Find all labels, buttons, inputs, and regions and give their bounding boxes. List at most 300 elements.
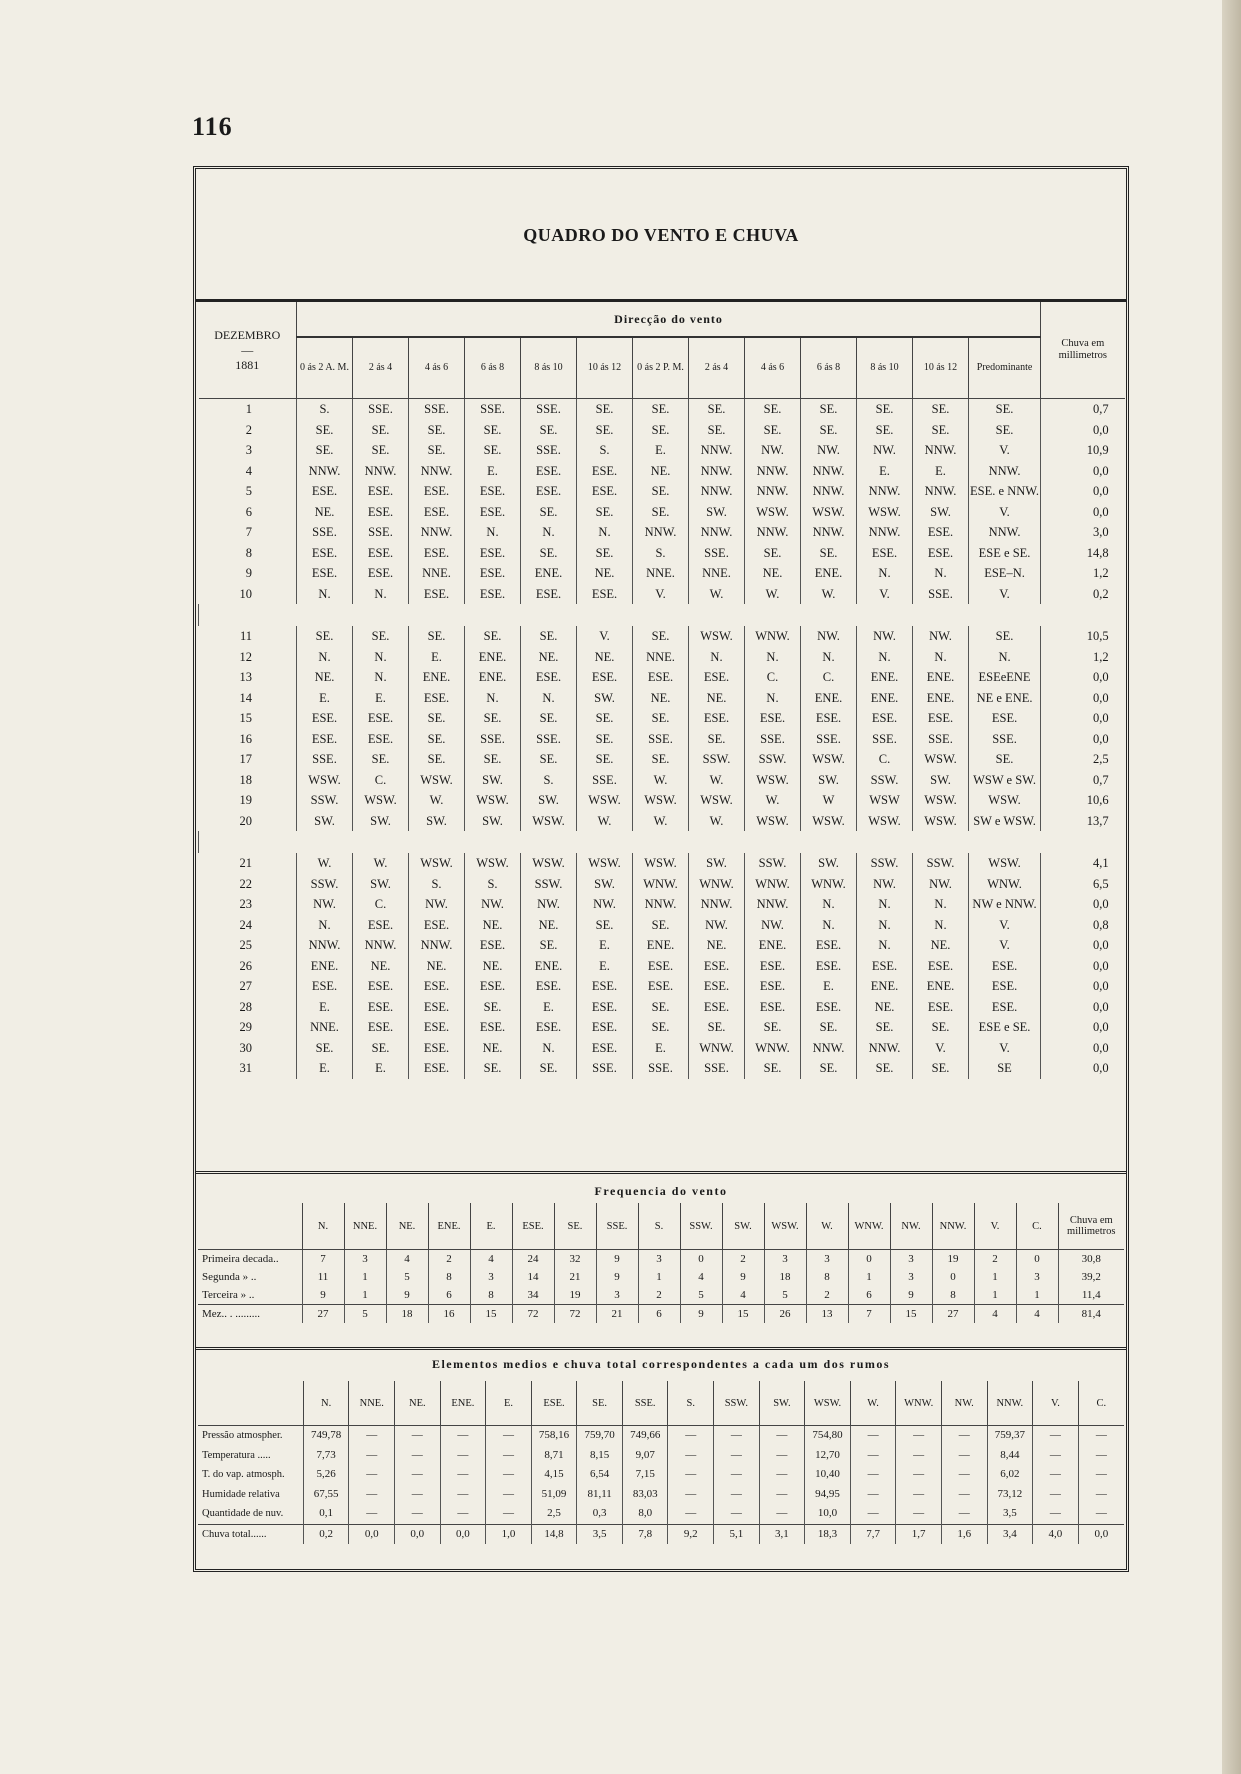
- direction-cell: ESE.: [297, 563, 353, 584]
- direction-cell: WSW.: [745, 502, 801, 523]
- direction-cell: SE.: [801, 1058, 857, 1079]
- direction-cell: NE.: [577, 563, 633, 584]
- direction-cell: SE.: [745, 1058, 801, 1079]
- direction-cell: SE.: [633, 997, 689, 1018]
- direction-cell: N.: [913, 563, 969, 584]
- value-cell: —: [486, 1446, 532, 1466]
- direction-cell: C.: [745, 667, 801, 688]
- direction-cell: SE.: [409, 708, 465, 729]
- direction-header: S.: [668, 1381, 714, 1426]
- direction-header: N.: [303, 1381, 349, 1426]
- hour-header: 6 ás 8: [801, 337, 857, 399]
- value-cell: —: [896, 1426, 942, 1446]
- direction-cell: N.: [913, 894, 969, 915]
- predominant-cell: V.: [969, 584, 1041, 605]
- direction-cell: SE.: [689, 399, 745, 420]
- direction-cell: ESE.: [913, 956, 969, 977]
- value-cell: —: [850, 1504, 896, 1524]
- table-row: [198, 1485, 1124, 1505]
- day-cell: 19: [239, 793, 252, 807]
- direction-cell: ENE.: [913, 667, 969, 688]
- direction-cell: ESE.: [633, 976, 689, 997]
- direction-cell: SW.: [577, 874, 633, 895]
- value-cell: —: [395, 1485, 441, 1505]
- direction-cell: ENE.: [857, 976, 913, 997]
- direction-cell: NNW.: [689, 440, 745, 461]
- value-cell: 1,6: [941, 1524, 987, 1544]
- day-cell: 8: [245, 545, 252, 560]
- direction-cell: SE.: [297, 440, 353, 461]
- direction-cell: E.: [297, 997, 353, 1018]
- direction-cell: ESE.: [521, 1017, 577, 1038]
- direction-cell: W.: [409, 790, 465, 811]
- direction-cell: SE.: [409, 749, 465, 770]
- direction-cell: SE.: [633, 915, 689, 936]
- direction-cell: SE.: [633, 626, 689, 647]
- day-cell: 17: [239, 752, 252, 766]
- direction-cell: C.: [353, 770, 409, 791]
- direction-cell: NNW.: [801, 522, 857, 543]
- count-cell: 1: [344, 1268, 386, 1286]
- direction-cell: W.: [689, 811, 745, 832]
- direction-cell: NE.: [633, 688, 689, 709]
- value-cell: —: [714, 1465, 760, 1485]
- direction-cell: SE.: [577, 420, 633, 441]
- direction-header: SSE.: [622, 1381, 668, 1426]
- direction-cell: ESE.: [577, 997, 633, 1018]
- rain-cell: 13,7: [1041, 811, 1125, 832]
- day-cell: 5: [245, 484, 252, 498]
- value-cell: —: [896, 1465, 942, 1485]
- direction-cell: SE.: [465, 708, 521, 729]
- day-cell: 27: [239, 979, 252, 993]
- direction-cell: NNW.: [913, 481, 969, 502]
- elements-table: [198, 1381, 1124, 1544]
- rain-cell: 0,0: [1041, 708, 1125, 729]
- direction-cell: SSE.: [297, 749, 353, 770]
- direction-cell: N.: [297, 584, 353, 605]
- direction-cell: WSW.: [633, 853, 689, 874]
- direction-cell: SE.: [297, 626, 353, 647]
- direction-cell: NNW.: [745, 522, 801, 543]
- direction-cell: SE.: [409, 440, 465, 461]
- direction-cell: ESE.: [577, 461, 633, 482]
- rain-cell: 14,8: [1041, 543, 1125, 564]
- direction-cell: S.: [577, 440, 633, 461]
- direction-cell: N.: [297, 915, 353, 936]
- direction-cell: NW.: [801, 440, 857, 461]
- frequency-table: [198, 1203, 1124, 1323]
- value-cell: 10,0: [805, 1504, 851, 1524]
- direction-cell: W.: [297, 853, 353, 874]
- direction-cell: SSE.: [801, 729, 857, 750]
- row-label: Mez.. . .........: [198, 1305, 302, 1324]
- direction-cell: ESE.: [465, 1017, 521, 1038]
- direction-cell: NNW.: [633, 522, 689, 543]
- decade-gap: [199, 831, 1125, 853]
- table-row: [198, 1524, 1124, 1544]
- direction-cell: ESE.: [577, 976, 633, 997]
- direction-cell: E.: [913, 461, 969, 482]
- direction-cell: ENE.: [521, 956, 577, 977]
- direction-cell: NE.: [857, 997, 913, 1018]
- value-cell: 8,71: [531, 1446, 577, 1466]
- direction-cell: N.: [857, 894, 913, 915]
- direction-cell: NNW.: [689, 894, 745, 915]
- direction-cell: SW.: [465, 770, 521, 791]
- rain-header: Chuva em millimetros: [1058, 1203, 1124, 1250]
- direction-cell: WSW.: [297, 770, 353, 791]
- count-cell: 4: [1016, 1305, 1058, 1324]
- direction-cell: ESE.: [353, 997, 409, 1018]
- rain-cell: 0,8: [1041, 915, 1125, 936]
- predominant-cell: WSW.: [969, 790, 1041, 811]
- direction-cell: ESE.: [409, 915, 465, 936]
- value-cell: —: [668, 1426, 714, 1446]
- direction-cell: ESE.: [913, 543, 969, 564]
- direction-cell: SE.: [521, 502, 577, 523]
- direction-cell: SE.: [913, 1058, 969, 1079]
- row-label: T. do vap. atmosph.: [202, 1469, 285, 1480]
- count-cell: 2: [806, 1286, 848, 1305]
- count-cell: 24: [512, 1250, 554, 1269]
- direction-cell: E.: [857, 461, 913, 482]
- direction-cell: SW.: [801, 853, 857, 874]
- table-row: [199, 522, 1125, 543]
- direction-cell: SE.: [913, 1017, 969, 1038]
- value-cell: —: [714, 1426, 760, 1446]
- direction-cell: ESE.: [689, 956, 745, 977]
- day-cell: 18: [239, 772, 252, 787]
- direction-cell: ESE.: [409, 688, 465, 709]
- direction-cell: SW.: [913, 770, 969, 791]
- count-cell: 34: [512, 1286, 554, 1305]
- direction-cell: SE.: [577, 749, 633, 770]
- dash-separator: —: [241, 342, 254, 357]
- direction-cell: SSE.: [465, 729, 521, 750]
- direction-cell: SE.: [745, 1017, 801, 1038]
- value-cell: 5,26: [303, 1465, 349, 1485]
- direction-cell: ENE.: [857, 688, 913, 709]
- direction-cell: SE.: [633, 420, 689, 441]
- direction-cell: SE.: [577, 915, 633, 936]
- value-cell: —: [759, 1426, 805, 1446]
- count-cell: 19: [554, 1286, 596, 1305]
- direction-cell: NW.: [465, 894, 521, 915]
- value-cell: 94,95: [805, 1485, 851, 1505]
- table-row: [199, 915, 1125, 936]
- day-cell: 31: [239, 1061, 252, 1075]
- value-cell: —: [668, 1465, 714, 1485]
- direction-cell: W.: [633, 770, 689, 791]
- direction-cell: ESE.: [689, 708, 745, 729]
- direction-cell: N.: [857, 563, 913, 584]
- direction-cell: NE.: [689, 688, 745, 709]
- direction-cell: C.: [353, 894, 409, 915]
- direction-cell: E.: [465, 461, 521, 482]
- direction-cell: SE.: [465, 1058, 521, 1079]
- day-cell: 10: [239, 586, 252, 601]
- count-cell: 26: [764, 1305, 806, 1324]
- predominant-cell: ESE.: [969, 956, 1041, 977]
- direction-cell: W.: [689, 770, 745, 791]
- value-cell: 7,15: [622, 1465, 668, 1485]
- direction-cell: SE.: [409, 729, 465, 750]
- direction-cell: ESE.: [577, 1017, 633, 1038]
- value-cell: —: [1078, 1504, 1124, 1524]
- value-cell: —: [668, 1485, 714, 1505]
- day-cell: 21: [239, 856, 252, 870]
- count-cell: 15: [722, 1305, 764, 1324]
- direction-cell: E.: [577, 956, 633, 977]
- section-divider: [196, 1347, 1126, 1350]
- table-row: [199, 729, 1125, 750]
- value-cell: 759,37: [987, 1426, 1033, 1446]
- value-cell: —: [349, 1465, 395, 1485]
- direction-cell: WNW.: [689, 1038, 745, 1059]
- direction-cell: NW.: [409, 894, 465, 915]
- value-cell: 3,4: [987, 1524, 1033, 1544]
- direction-cell: NE.: [465, 915, 521, 936]
- direction-cell: NE.: [353, 956, 409, 977]
- table-row: [199, 420, 1125, 441]
- direction-cell: ENE.: [297, 956, 353, 977]
- direction-cell: ESE.: [353, 729, 409, 750]
- direction-cell: WSW.: [745, 811, 801, 832]
- value-cell: 0,0: [349, 1524, 395, 1544]
- predominant-header: Predominante: [969, 337, 1041, 399]
- direction-cell: NNW.: [689, 522, 745, 543]
- direction-cell: ESE.: [465, 976, 521, 997]
- day-cell: 1: [245, 402, 252, 416]
- direction-cell: WSW.: [857, 502, 913, 523]
- direction-header: ESE.: [531, 1381, 577, 1426]
- count-cell: 72: [512, 1305, 554, 1324]
- value-cell: 0,0: [395, 1524, 441, 1544]
- direction-cell: SW.: [521, 790, 577, 811]
- count-cell: 7: [302, 1250, 344, 1269]
- table-row: [199, 997, 1125, 1018]
- table-row: [199, 688, 1125, 709]
- count-cell: 16: [428, 1305, 470, 1324]
- direction-cell: N.: [689, 647, 745, 668]
- direction-cell: NE.: [913, 935, 969, 956]
- value-cell: —: [850, 1446, 896, 1466]
- day-cell: 20: [239, 813, 252, 828]
- rain-cell: 0,0: [1041, 502, 1125, 523]
- predominant-cell: SE.: [969, 749, 1041, 770]
- direction-cell: WSW.: [633, 790, 689, 811]
- direction-cell: W.: [801, 584, 857, 605]
- table-frame: [193, 166, 1129, 1572]
- direction-cell: NNW.: [857, 522, 913, 543]
- predominant-cell: SE.: [969, 399, 1041, 420]
- direction-cell: SSW.: [297, 874, 353, 895]
- direction-cell: NNW.: [297, 935, 353, 956]
- direction-cell: SSE.: [353, 522, 409, 543]
- table-row: [199, 440, 1125, 461]
- value-cell: 1,0: [486, 1524, 532, 1544]
- predominant-cell: SE: [969, 1058, 1041, 1079]
- value-cell: —: [440, 1465, 486, 1485]
- wind-table-body: [199, 399, 1125, 1079]
- direction-cell: C.: [857, 749, 913, 770]
- direction-cell: WNW.: [801, 874, 857, 895]
- table-row: [198, 1446, 1124, 1466]
- direction-cell: SE.: [521, 708, 577, 729]
- value-cell: 3,5: [577, 1524, 623, 1544]
- value-cell: —: [759, 1485, 805, 1505]
- direction-cell: NNW.: [913, 440, 969, 461]
- table-row: [199, 708, 1125, 729]
- count-cell: 6: [848, 1286, 890, 1305]
- day-cell: 16: [239, 731, 252, 746]
- direction-cell: SW.: [689, 502, 745, 523]
- count-cell: 6: [638, 1305, 680, 1324]
- direction-cell: SE.: [633, 1017, 689, 1038]
- table-row: [199, 790, 1125, 811]
- value-cell: —: [714, 1504, 760, 1524]
- direction-cell: SSE.: [689, 1058, 745, 1079]
- row-label: Pressão atmospher.: [202, 1430, 283, 1441]
- direction-cell: WSW.: [521, 811, 577, 832]
- direction-cell: SE.: [465, 749, 521, 770]
- direction-cell: N.: [857, 647, 913, 668]
- table-row: [198, 1426, 1124, 1446]
- value-cell: —: [1078, 1465, 1124, 1485]
- predominant-cell: WNW.: [969, 874, 1041, 895]
- direction-cell: NE.: [297, 502, 353, 523]
- value-cell: —: [349, 1426, 395, 1446]
- count-cell: 3: [890, 1250, 932, 1269]
- value-cell: 12,70: [805, 1446, 851, 1466]
- direction-cell: N.: [577, 522, 633, 543]
- predominant-cell: WSW.: [969, 853, 1041, 874]
- predominant-cell: ESE e SE.: [969, 543, 1041, 564]
- direction-cell: SE.: [577, 543, 633, 564]
- count-cell: 1: [974, 1268, 1016, 1286]
- direction-cell: NNW.: [689, 461, 745, 482]
- rain-cell: 0,0: [1041, 935, 1125, 956]
- direction-cell: N.: [801, 647, 857, 668]
- direction-cell: ESE.: [577, 481, 633, 502]
- direction-cell: SSE.: [297, 522, 353, 543]
- value-cell: 4,0: [1033, 1524, 1079, 1544]
- count-cell: 5: [386, 1268, 428, 1286]
- rain-cell: 0,0: [1041, 481, 1125, 502]
- direction-cell: SE.: [857, 1017, 913, 1038]
- rain-cell: 0,0: [1041, 420, 1125, 441]
- predominant-cell: WSW e SW.: [969, 770, 1041, 791]
- value-cell: —: [1078, 1426, 1124, 1446]
- direction-cell: WSW.: [857, 811, 913, 832]
- direction-cell: SSE.: [913, 729, 969, 750]
- count-cell: 1: [1016, 1286, 1058, 1305]
- direction-cell: ESE.: [633, 956, 689, 977]
- count-cell: 18: [386, 1305, 428, 1324]
- direction-header: ENE.: [428, 1203, 470, 1250]
- value-cell: —: [668, 1504, 714, 1524]
- direction-cell: SE.: [521, 1058, 577, 1079]
- section-divider: [196, 1171, 1126, 1174]
- direction-cell: WSW.: [689, 790, 745, 811]
- direction-cell: ESE.: [297, 976, 353, 997]
- table-row: [199, 667, 1125, 688]
- count-cell: 2: [638, 1286, 680, 1305]
- direction-cell: SE.: [745, 420, 801, 441]
- direction-cell: NNE.: [633, 647, 689, 668]
- direction-cell: SSW.: [521, 874, 577, 895]
- count-cell: 5: [344, 1305, 386, 1324]
- direction-cell: ESE.: [521, 461, 577, 482]
- table-row: [199, 1017, 1125, 1038]
- count-cell: 32: [554, 1250, 596, 1269]
- rain-cell: 0,0: [1041, 1038, 1125, 1059]
- value-cell: —: [1033, 1426, 1079, 1446]
- rain-cell: 10,6: [1041, 790, 1125, 811]
- direction-header: ESE.: [512, 1203, 554, 1250]
- value-cell: —: [941, 1465, 987, 1485]
- direction-cell: SE.: [353, 1038, 409, 1059]
- direction-cell: ESE.: [409, 1058, 465, 1079]
- direction-cell: ENE.: [801, 563, 857, 584]
- direction-cell: SE.: [465, 997, 521, 1018]
- direction-cell: SSE.: [353, 399, 409, 420]
- table-row: [199, 563, 1125, 584]
- main-title: QUADRO DO VENTO E CHUVA: [523, 225, 799, 245]
- direction-cell: ESE.: [801, 997, 857, 1018]
- direction-cell: N.: [353, 667, 409, 688]
- decade-gap: [199, 604, 1125, 626]
- table-row: [199, 770, 1125, 791]
- direction-cell: SW.: [801, 770, 857, 791]
- rain-header: Chuva em millimetros: [1041, 302, 1125, 399]
- hour-header: 0 ás 2 A. M.: [297, 337, 353, 399]
- direction-cell: NNW.: [745, 894, 801, 915]
- count-cell: 1: [848, 1268, 890, 1286]
- direction-cell: ESE.: [577, 1038, 633, 1059]
- direction-cell: NW.: [745, 915, 801, 936]
- count-cell: 14: [512, 1268, 554, 1286]
- day-cell: 9: [245, 566, 252, 580]
- direction-cell: ESE.: [297, 729, 353, 750]
- predominant-cell: SSE.: [969, 729, 1041, 750]
- direction-cell: ESE.: [465, 543, 521, 564]
- direction-cell: E.: [353, 688, 409, 709]
- direction-cell: SSW.: [745, 749, 801, 770]
- direction-cell: ESE.: [353, 1017, 409, 1038]
- value-cell: —: [759, 1446, 805, 1466]
- count-cell: 3: [470, 1268, 512, 1286]
- direction-cell: N.: [801, 894, 857, 915]
- direction-header: WSW.: [805, 1381, 851, 1426]
- rain-cell: 0,0: [1041, 1017, 1125, 1038]
- predominant-cell: SE.: [969, 420, 1041, 441]
- day-cell: 26: [239, 958, 252, 973]
- count-cell: 9: [722, 1268, 764, 1286]
- direction-cell: W.: [577, 811, 633, 832]
- direction-cell: N.: [745, 647, 801, 668]
- value-cell: 14,8: [531, 1524, 577, 1544]
- count-cell: 3: [638, 1250, 680, 1269]
- count-cell: 5: [764, 1286, 806, 1305]
- count-cell: 8: [428, 1268, 470, 1286]
- value-cell: 3,1: [759, 1524, 805, 1544]
- direction-cell: N.: [913, 915, 969, 936]
- count-cell: 3: [596, 1286, 638, 1305]
- row-label: Humidade relativa: [202, 1488, 280, 1500]
- table-row: [199, 1058, 1125, 1079]
